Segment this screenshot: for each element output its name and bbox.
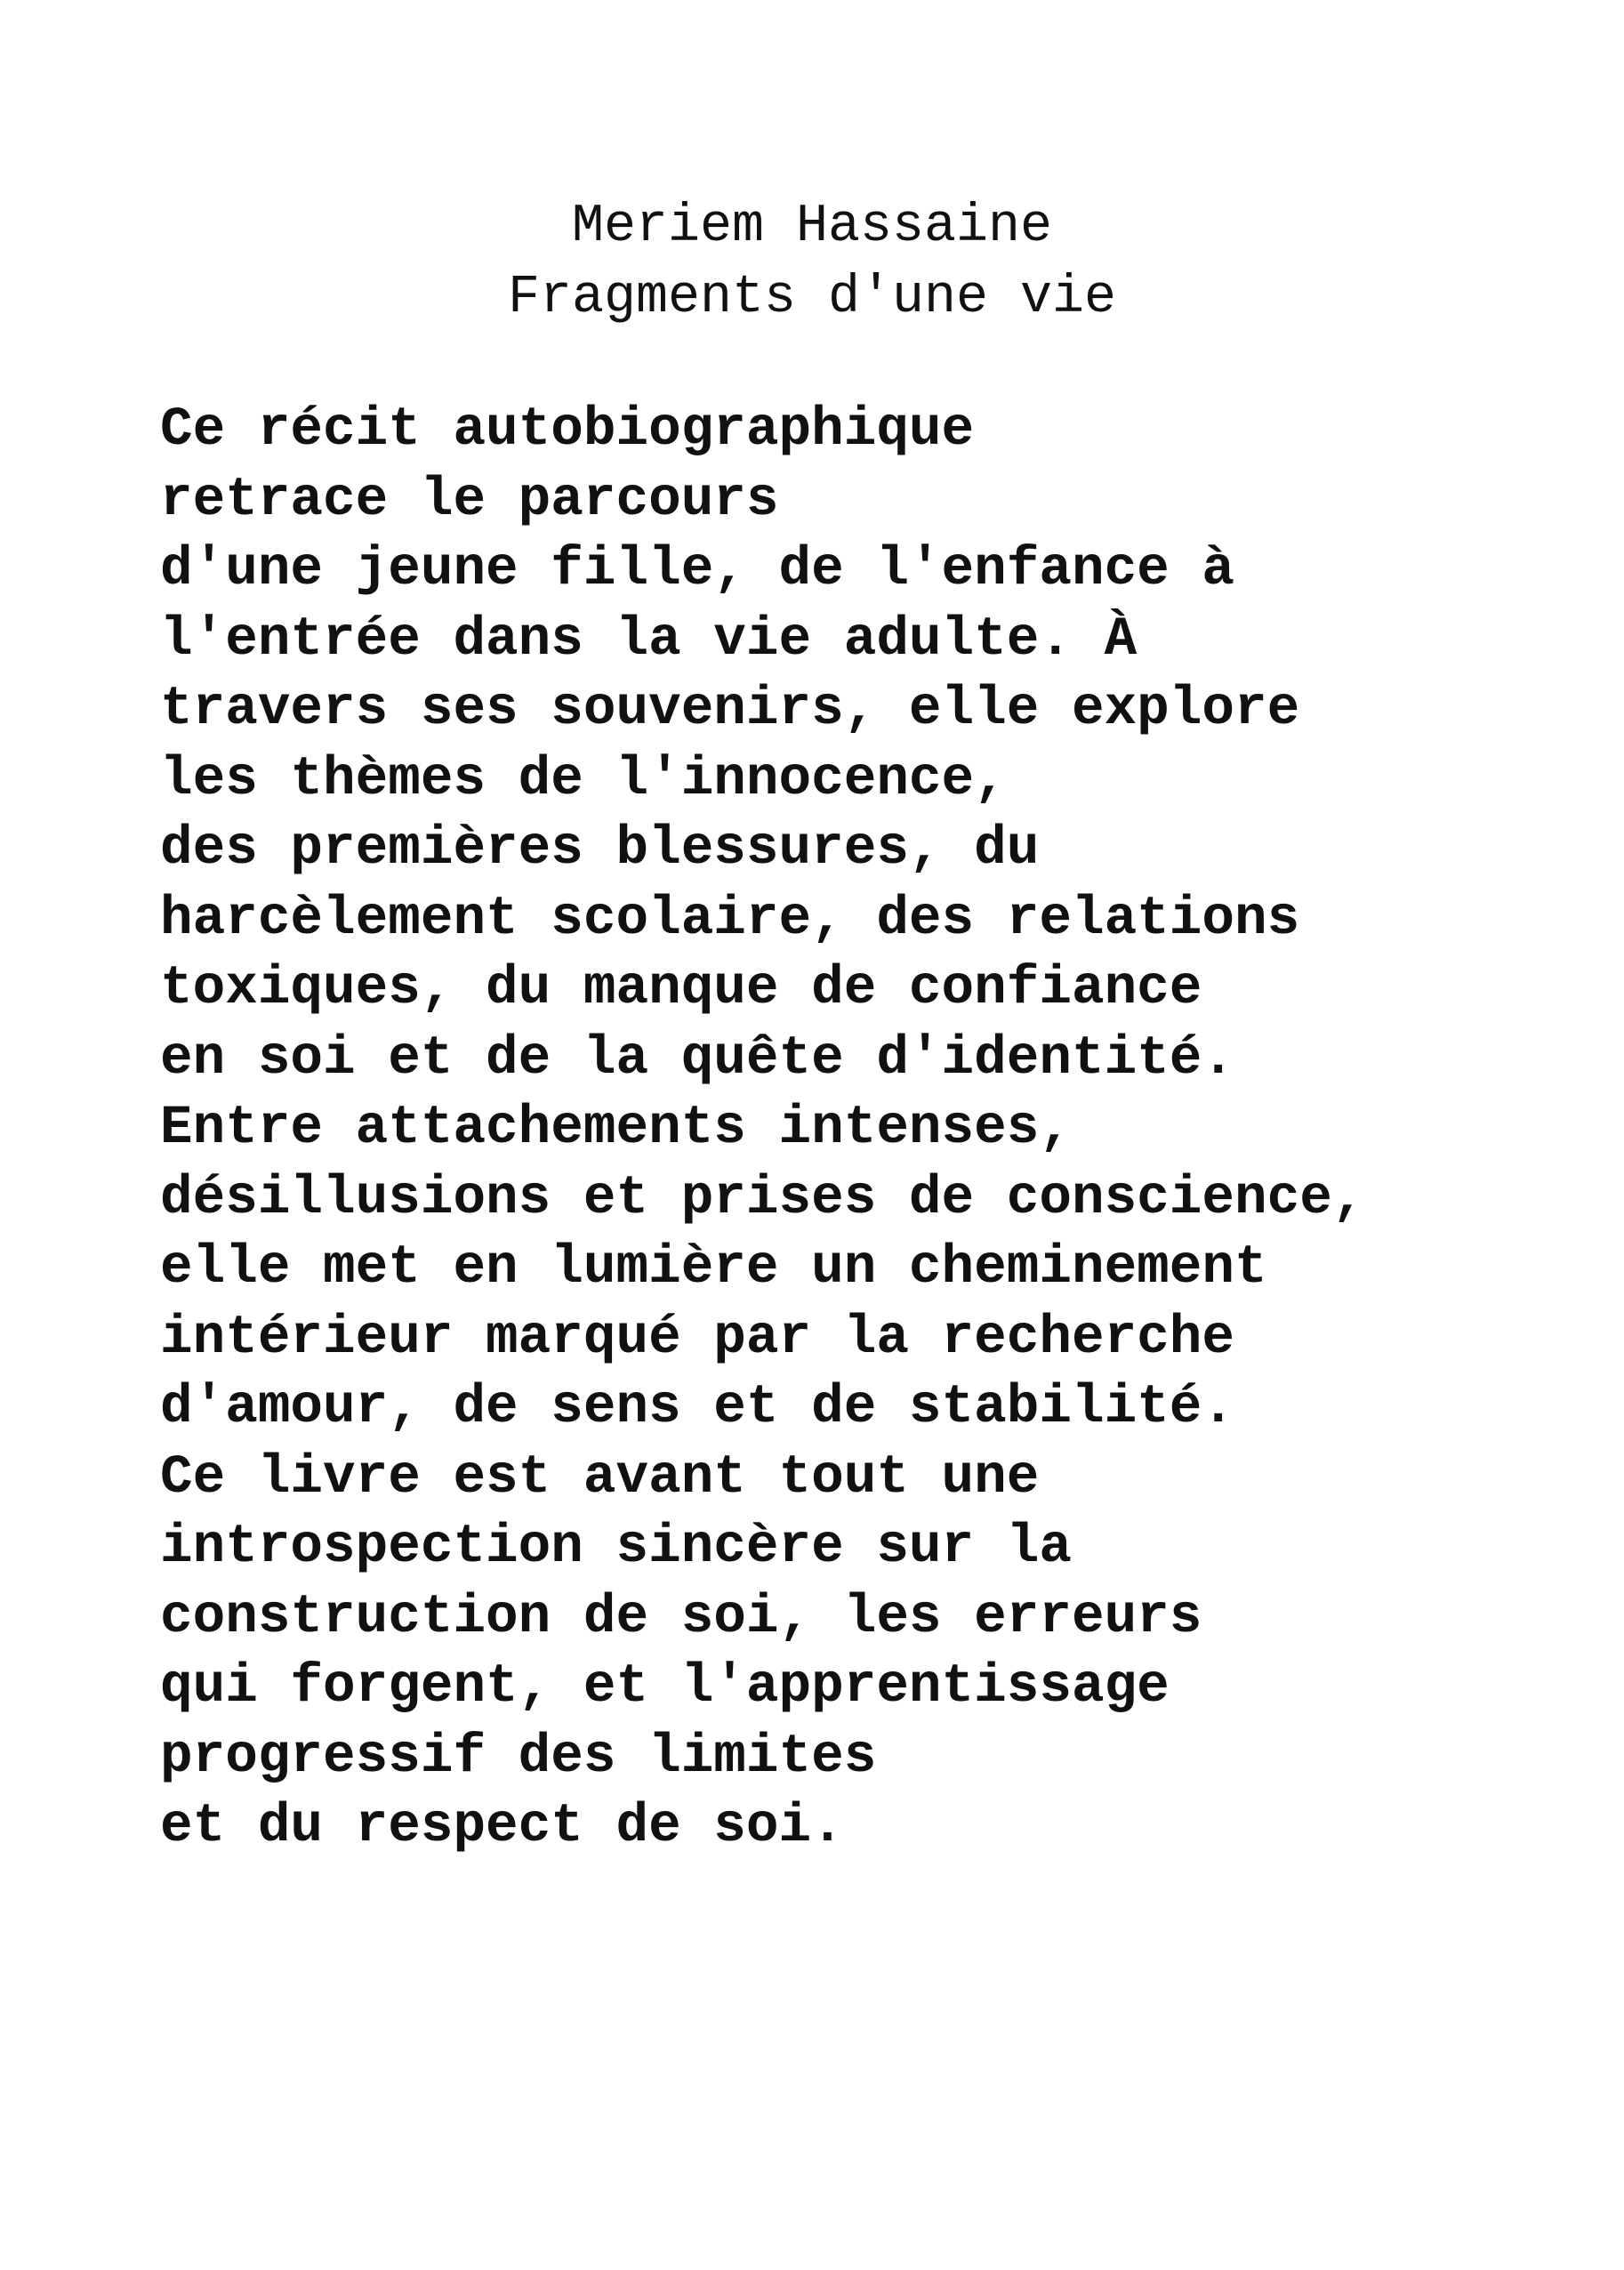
description-line: désillusions et prises de conscience,	[160, 1167, 1365, 1229]
description-line: en soi et de la quête d'identité.	[160, 1027, 1234, 1090]
description-line: intérieur marqué par la recherche	[160, 1307, 1234, 1369]
description-line: des premières blessures, du	[160, 818, 1040, 880]
description-line: Entre attachements intenses,	[160, 1098, 1072, 1159]
description-line: construction de soi, les erreurs	[160, 1586, 1202, 1648]
author-name: Meriem Hassaine	[571, 197, 1053, 257]
description-line: et du respect de soi.	[160, 1796, 844, 1857]
book-title: Fragments d'une vie	[507, 268, 1117, 328]
description-line: d'amour, de sens et de stabilité.	[160, 1377, 1234, 1438]
description-line: retrace le parcours	[160, 469, 779, 531]
description-line: harcèlement scolaire, des relations	[160, 888, 1300, 950]
page-header	[0, 191, 1624, 334]
description-line: qui forgent, et l'apprentissage	[160, 1656, 1170, 1718]
description-line: progressif des limites	[160, 1726, 877, 1788]
description-line: elle met en lumière un cheminement	[160, 1237, 1267, 1299]
description-line: introspection sincère sur la	[160, 1517, 1072, 1578]
description-line: d'une jeune fille, de l'enfance à	[160, 539, 1234, 600]
description-line: toxiques, du manque de confiance	[160, 958, 1202, 1019]
description-line: travers ses souvenirs, elle explore	[160, 679, 1300, 740]
description-line: les thèmes de l'innocence,	[160, 748, 1007, 810]
description-line: l'entrée dans la vie adulte. À	[160, 608, 1138, 671]
book-description	[160, 396, 1601, 1863]
description-line: Ce récit autobiographique	[160, 399, 975, 461]
description-line: Ce livre est avant tout une	[160, 1446, 1040, 1509]
